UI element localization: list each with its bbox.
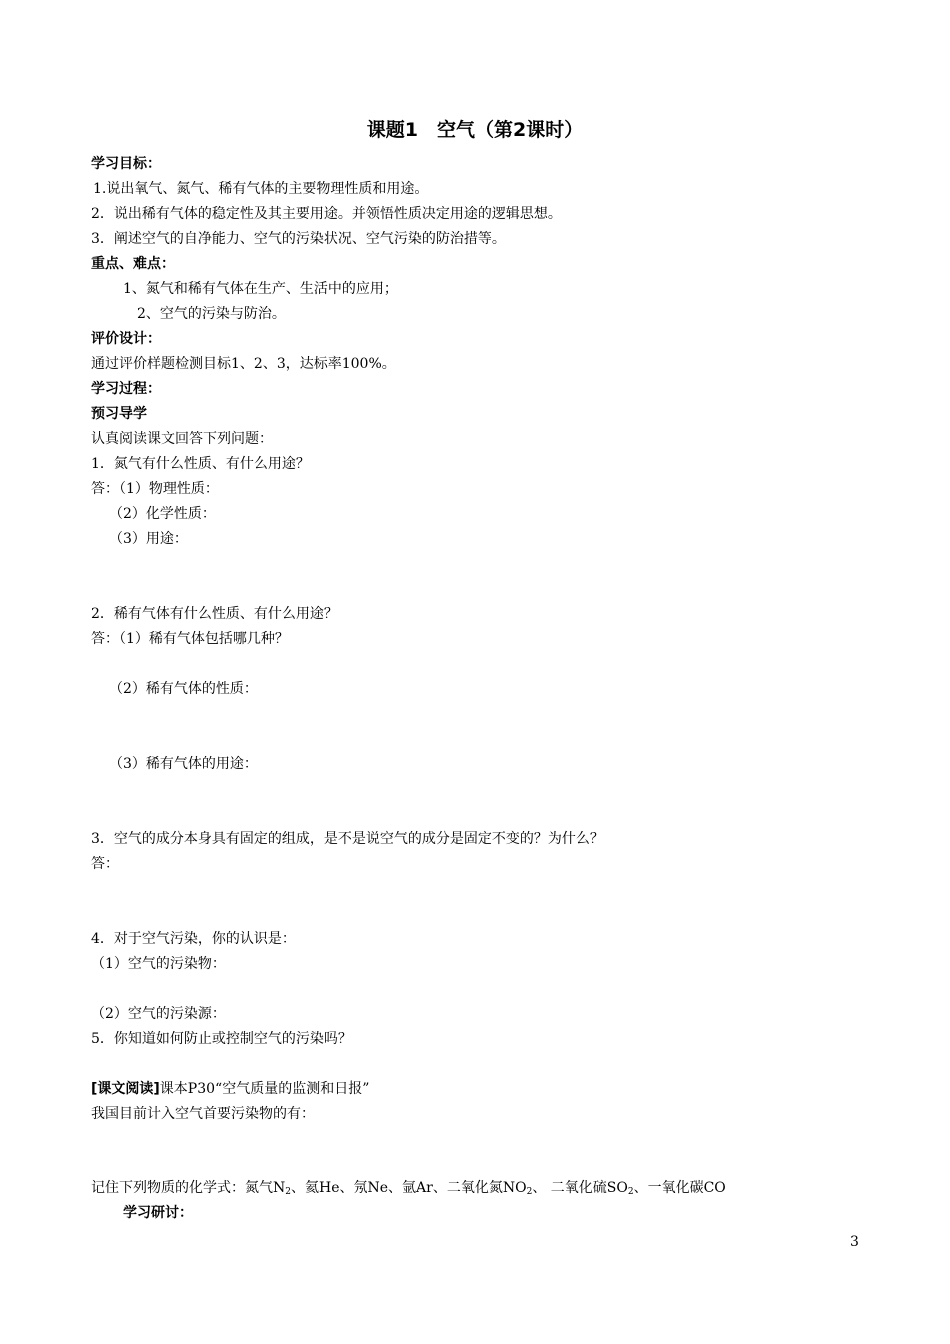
page-title: 课题1 空气（第2课时） bbox=[366, 119, 584, 141]
process-heading: 学习过程： bbox=[91, 381, 161, 397]
key-point-item: 2、空气的污染与防治。 bbox=[137, 306, 286, 322]
answer-line: 答：（1）稀有气体包括哪几种？ bbox=[91, 631, 289, 647]
answer-line: （1）空气的污染物： bbox=[91, 956, 226, 972]
objective-item: 1.说出氧气、氮气、稀有气体的主要物理性质和用途。 bbox=[93, 181, 429, 197]
answer-line: （2）稀有气体的性质： bbox=[109, 681, 258, 697]
formulas-line bbox=[91, 1179, 726, 1197]
answer-line: 答： bbox=[91, 856, 119, 872]
formula-so2: 、 二氧化硫SO bbox=[532, 1180, 628, 1196]
formula-ne: 氖Ne、 bbox=[353, 1180, 403, 1196]
preview-heading: 预习导学 bbox=[91, 406, 147, 422]
formula-ar: 氩Ar、 bbox=[402, 1180, 447, 1196]
question-3: 3．空气的成分本身具有固定的组成，是不是说空气的成分是固定不变的？为什么？ bbox=[91, 831, 604, 847]
reading-text: 课本P30“空气质量的监测和日报” bbox=[159, 1081, 370, 1097]
answer-line: （3）用途： bbox=[109, 531, 188, 547]
question-5: 5．你知道如何防止或控制空气的污染吗？ bbox=[91, 1031, 352, 1047]
study-heading: 学习研讨： bbox=[123, 1205, 193, 1221]
objectives-heading: 学习目标： bbox=[91, 156, 161, 172]
answer-line: （2）化学性质： bbox=[109, 506, 216, 522]
reading-tag: [课文阅读] bbox=[91, 1081, 160, 1097]
key-point-item: 1、氮气和稀有气体在生产、生活中的应用； bbox=[123, 281, 398, 297]
formula-subscript: 2 bbox=[285, 1187, 291, 1197]
formula-co: 、一氧化碳CO bbox=[633, 1180, 726, 1196]
question-4: 4．对于空气污染，你的认识是： bbox=[91, 931, 296, 947]
evaluation-text: 通过评价样题检测目标1、2、3，达标率100%。 bbox=[91, 356, 396, 372]
reading-line bbox=[91, 1080, 369, 1098]
key-points-heading: 重点、难点： bbox=[91, 256, 175, 272]
formula-subscript: 2 bbox=[627, 1187, 634, 1197]
evaluation-heading: 评价设计： bbox=[91, 331, 161, 347]
question-2: 2．稀有气体有什么性质、有什么用途？ bbox=[91, 606, 338, 622]
formulas-prefix: 记住下列物质的化学式： bbox=[91, 1180, 245, 1196]
formula-he: 、氦He、 bbox=[290, 1180, 354, 1196]
question-1: 1．氮气有什么性质、有什么用途？ bbox=[91, 456, 310, 472]
objective-item: 3．阐述空气的自净能力、空气的污染状况、空气污染的防治措等。 bbox=[91, 231, 506, 247]
page-number: 3 bbox=[850, 1234, 859, 1250]
answer-line: 答：（1）物理性质： bbox=[91, 481, 219, 497]
answer-line: （2）空气的污染源： bbox=[91, 1006, 226, 1022]
formula-subscript: 2 bbox=[526, 1187, 533, 1197]
formula-no2: 二氧化氮NO bbox=[446, 1180, 527, 1196]
answer-line: （3）稀有气体的用途： bbox=[109, 756, 258, 772]
preview-intro: 认真阅读课文回答下列问题： bbox=[91, 431, 273, 447]
formula-n2: 氮气N bbox=[245, 1180, 286, 1196]
objective-item: 2．说出稀有气体的稳定性及其主要用途。并领悟性质决定用途的逻辑思想。 bbox=[91, 206, 562, 222]
reading-followup: 我国目前计入空气首要污染物的有： bbox=[91, 1106, 315, 1122]
